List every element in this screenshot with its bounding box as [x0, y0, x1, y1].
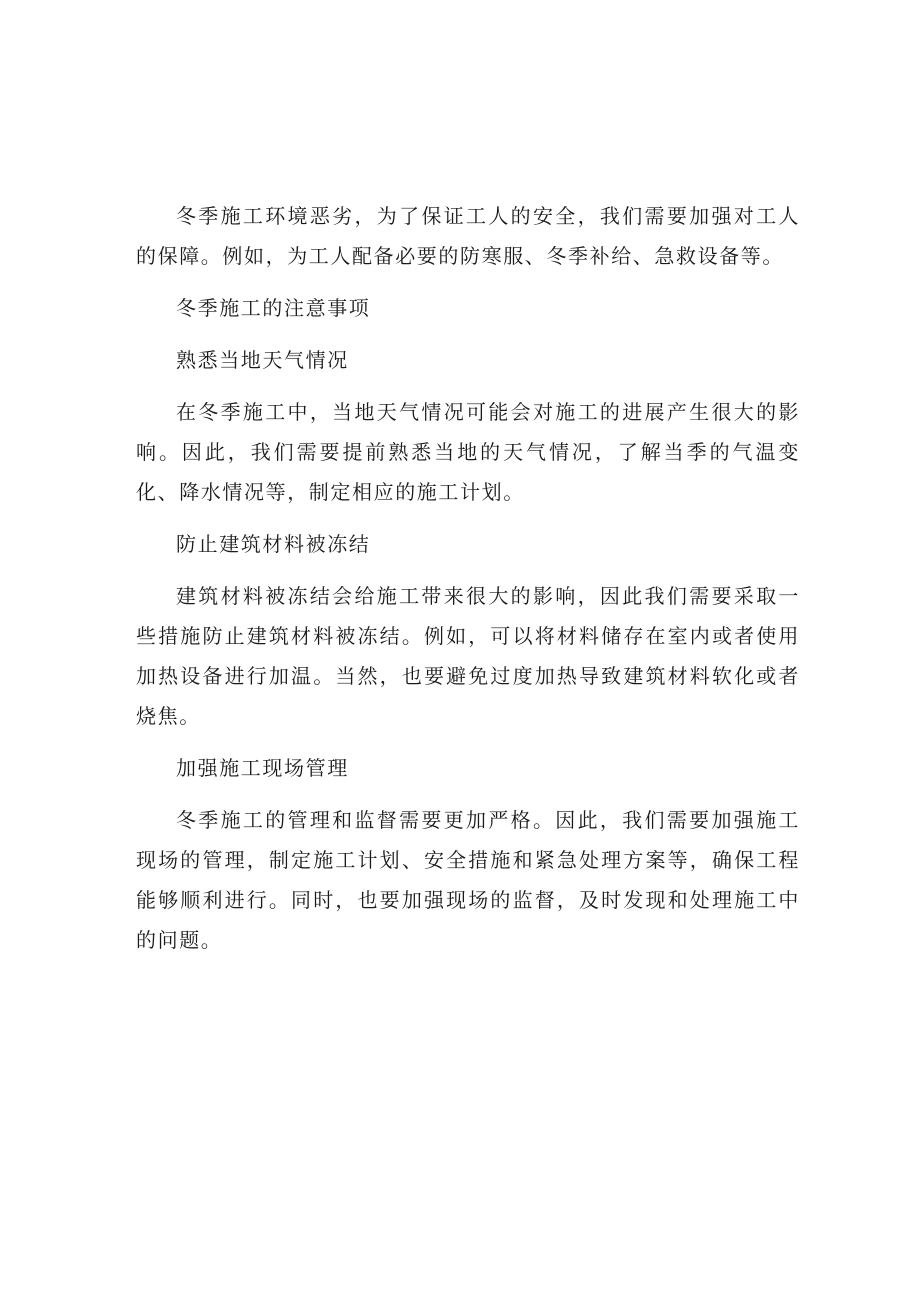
paragraph-prevent-freezing: 建筑材料被冻结会给施工带来很大的影响，因此我们需要采取一些措施防止建筑材料被冻结。例如，可以将材料储存在室内或者使用加热设备进行加温。当然，也要避免过度加热导致建筑材料软化或者烧焦。 — [136, 584, 800, 728]
subheading-local-weather: 熟悉当地天气情况 — [176, 348, 349, 372]
subheading-site-management: 加强施工现场管理 — [176, 756, 349, 780]
subheading-prevent-freezing: 防止建筑材料被冻结 — [176, 532, 371, 556]
document-body — [136, 196, 800, 972]
paragraph-worker-protection: 冬季施工环境恶劣，为了保证工人的安全，我们需要加强对工人的保障。例如，为工人配备必要的防寒服、冬季补给、急救设备等。 — [136, 204, 800, 268]
paragraph-local-weather: 在冬季施工中，当地天气情况可能会对施工的进展产生很大的影响。因此，我们需要提前熟悉当地的天气情况，了解当季的气温变化、降水情况等，制定相应的施工计划。 — [136, 400, 800, 504]
paragraph-site-management: 冬季施工的管理和监督需要更加严格。因此，我们需要加强施工现场的管理，制定施工计划、安全措施和紧急处理方案等，确保工程能够顺利进行。同时，也要加强现场的监督，及时发现和处理施工中的问题。 — [136, 808, 800, 952]
section-heading-precautions: 冬季施工的注意事项 — [176, 296, 371, 320]
